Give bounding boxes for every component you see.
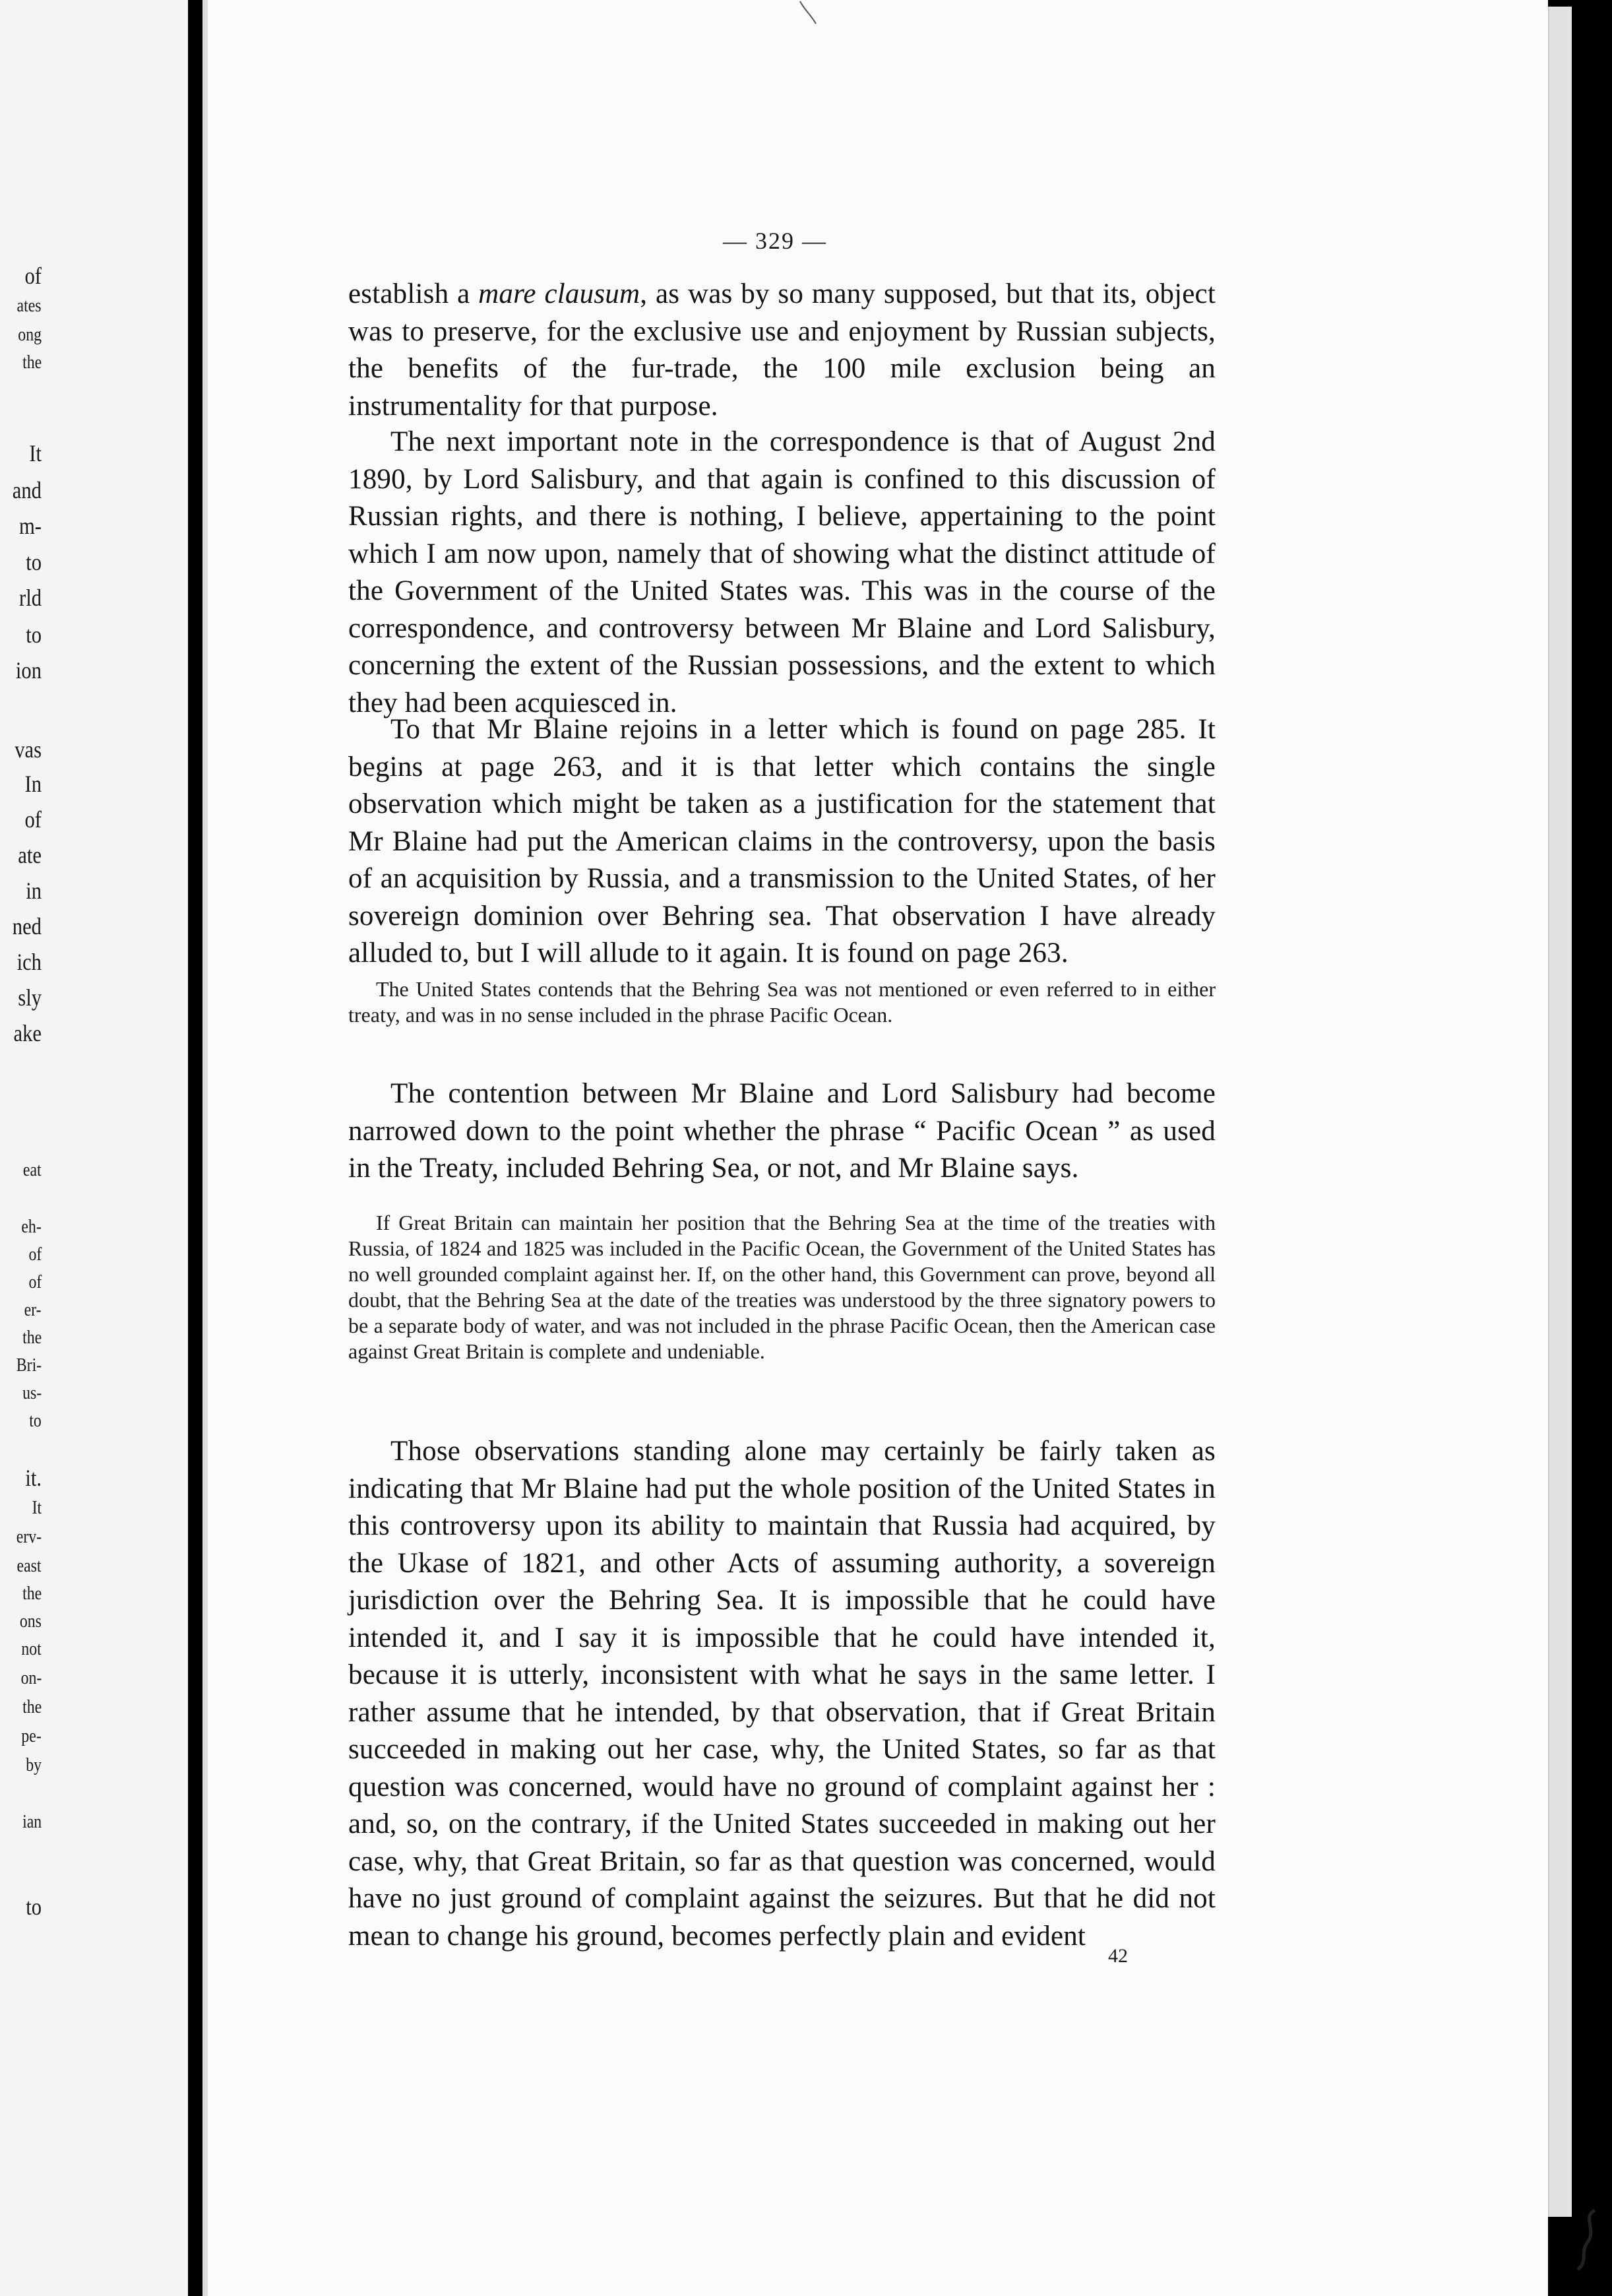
block-quote-1: The United States contends that the Behring Sea was not mentioned or even referred to in either treaty, and was in no sense included in the phrase Pacific Ocean. <box>348 977 1216 1027</box>
margin-fragment: us- <box>22 1383 42 1403</box>
margin-fragment: eh- <box>21 1217 42 1237</box>
margin-fragment: pe- <box>21 1726 42 1746</box>
margin-fragment: In <box>24 771 42 797</box>
margin-fragment: ons <box>19 1611 42 1632</box>
margin-fragment: it. <box>25 1465 42 1491</box>
scan-mark-bottom <box>1568 2204 1608 2276</box>
paragraph-5: Those observations standing alone may certainly be fairly taken as indicating that Mr Blaine had put the whole position of the United States in this controversy upon its ability to maintain that Russia had acquired, by the Ukase of 1821, and other Acts of assuming authority, a sovereign jurisdiction over the Behring Sea. It is impossible that he could have intended it, and I say it is impossible that he could have intended it, because it is utterly, inconsistent with what he says in the same letter. I rather assume that he intended, by that observation, that if Great Britain succeeded in making out her case, why, the United States, so far as that question was concerned, would have no ground of complaint against her : and, so, on the contrary, if the United States succeeded in making out her case, why, that Great Britain, so far as that question was concerned, would have no just ground of complaint against the seizures. But that he did not mean to change his ground, becomes perfectly plain and evident <box>348 1436 1216 1952</box>
page-number-header: — 329 — <box>723 228 827 254</box>
margin-fragment: er- <box>24 1300 42 1320</box>
margin-fragment: the <box>22 352 42 373</box>
margin-fragment: eat <box>23 1160 42 1180</box>
paragraph-1-italic: mare clausum <box>478 278 640 309</box>
margin-fragment: ate <box>18 842 42 868</box>
margin-fragment: vas <box>15 736 42 763</box>
margin-fragment: to <box>26 1894 42 1920</box>
page-gutter <box>188 0 202 2296</box>
margin-fragment: in <box>26 877 42 904</box>
margin-fragment: Bri- <box>16 1355 42 1376</box>
margin-fragment: erv- <box>16 1527 42 1547</box>
page-edge <box>1548 7 1572 2217</box>
margin-fragment: It <box>32 1498 42 1518</box>
paragraph-1 <box>348 276 1216 425</box>
folio-signature: 42 <box>1108 1945 1128 1967</box>
margin-fragment: to <box>26 622 42 648</box>
margin-fragment: the <box>22 1697 42 1717</box>
margin-fragment: sly <box>18 984 42 1011</box>
margin-fragment: of <box>28 1244 42 1265</box>
margin-fragment: of <box>28 1272 42 1292</box>
paragraph-1-end: , as was by so many supposed, but that its, object was to preserve, for the exclusive use and enjoyment by Russian subjects, the benefits of the fur-trade, the 100 mile exclusion being an instrumentality for that purpose. <box>348 278 1216 422</box>
paragraph-3: To that Mr Blaine rejoins in a letter which is found on page 285. It begins at page 263, and it is that letter which contains the single observation which might be taken as a justification for the statement that Mr Blaine had put the American claims in the controversy, upon the basis of an acquisition by Russia, and a transmission to the United States, of her sovereign dominion over Behring sea. That observation I have already alluded to, but I will allude to it again. It is found on page 263. <box>348 714 1216 969</box>
margin-fragment: ates <box>16 296 42 316</box>
margin-fragment: ake <box>13 1020 42 1046</box>
margin-fragment: m- <box>19 513 42 539</box>
margin-fragment: by <box>26 1755 42 1775</box>
paragraph-1-start: establish a <box>348 278 479 309</box>
block-quote-2: If Great Britain can maintain her position that the Behring Sea at the time of the treaties with Russia, of 1824 and 1825 was included in the Pacific Ocean, the Government of the United States has no well grounded complaint against her. If, on the other hand, this Government can prove, beyond all doubt, that the Behring Sea at the date of the treaties was understood by the three signatory powers to be a separate body of water, and was not included in the phrase Pacific Ocean, then the American case against Great Britain is complete and undeniable. <box>348 1211 1216 1363</box>
margin-fragment: on- <box>20 1668 42 1688</box>
margin-fragment: to <box>29 1411 42 1431</box>
margin-fragment: ian <box>22 1812 42 1832</box>
margin-fragment: ich <box>16 949 42 975</box>
margin-fragment: It <box>29 440 42 466</box>
margin-fragment: the <box>22 1583 42 1604</box>
margin-fragment: of <box>24 263 42 289</box>
margin-fragment: of <box>24 806 42 833</box>
margin-fragment: to <box>26 549 42 575</box>
left-margin-fragments <box>0 0 188 2296</box>
margin-fragment: ned <box>12 913 42 940</box>
margin-fragment: rld <box>19 585 42 611</box>
margin-fragment: ong <box>18 325 42 345</box>
scan-mark-top <box>795 0 821 26</box>
margin-fragment: the <box>22 1327 42 1348</box>
margin-fragment: and <box>12 477 42 503</box>
margin-fragment: ion <box>15 657 42 684</box>
margin-fragment: not <box>21 1639 42 1659</box>
paragraph-4: The contention between Mr Blaine and Lord Salisbury had become narrowed down to the point whether the phrase “ Pacific Ocean ” as used in the Treaty, included Behring Sea, or not, and Mr Blaine says. <box>348 1078 1216 1184</box>
paragraph-2: The next important note in the correspondence is that of August 2nd 1890, by Lord Salisbury, and that again is confined to this discussion of Russian rights, and there is nothing, I believe, appertaining to the point which I am now upon, namely that of showing what the distinct attitude of the Government of the United States was. This was in the course of the correspondence, and controversy between Mr Blaine and Lord Salisbury, concerning the extent of the Russian possessions, and the extent to which they had been acquiesced in. <box>348 426 1216 718</box>
margin-fragment: east <box>16 1556 42 1576</box>
